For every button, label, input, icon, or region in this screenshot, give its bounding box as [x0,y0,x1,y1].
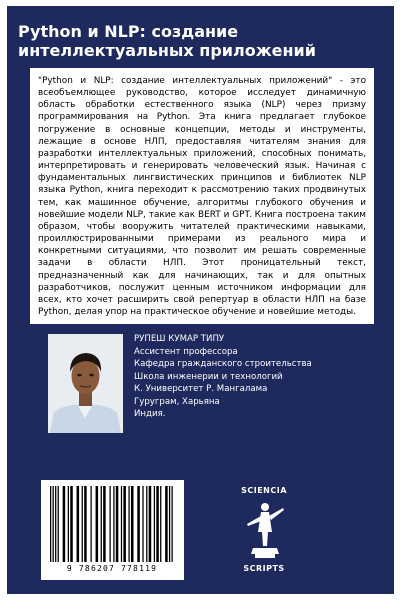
barcode-bar [96,486,99,562]
author-line: Индия. [134,409,166,420]
barcode-bar [137,486,140,562]
barcode-bar [63,486,66,562]
barcode-bar [154,486,155,562]
author-line: Кафедра гражданского строительства [134,359,312,370]
barcode-bar [53,486,54,562]
barcode-bar [55,486,56,562]
barcode-bar [103,486,106,562]
author-name: РУПЕШ КУМАР ТИПУ [134,334,225,344]
author-line: Ассистент профессора [134,347,238,357]
barcode-bar [113,486,114,562]
barcode-bar [123,486,126,562]
logo-text-bottom: SCRIPTS [243,564,285,573]
barcode-bar [142,486,143,562]
barcode-bar [101,486,102,562]
barcode-bar [77,486,80,562]
barcode-bar [68,486,69,562]
author-affiliation [134,346,312,420]
author-line: К. Университет Р. Мангалама [134,384,268,395]
author-photo [48,334,123,433]
logo-text-top: SCIENCIA [241,486,287,495]
barcode-bar [146,486,147,562]
author-line: Гуруграм, Харьяна [134,396,220,407]
barcode-bar [70,486,73,562]
barcode-bar [131,486,134,562]
blurb-text: "Python и NLP: создание интеллектуальных приложений" - это всеобъемлющее руководство, которое исследует динамичную область обработки естественного языка (NLP) через призму программирования на Python. Эта книга предлагает глубокое погружение в основные концепции, методы и инструменты, лежащие в основе НЛП, предоставляя читателям знания для разработки интеллектуальных приложений, способных понимать, интерпретировать и генерировать человеческий язык. Начиная с фундаментальных лингвистических принципов и библиотек NLP языка Python, книга переходит к рассмотрению таких продвинутых тем, как машинное обучение, алгоритмы глубокого обучения и новейшие модели NLP, такие как BERT и GPT. Книга построена таким образом, чтобы вооружить читателей практическими навыками, проиллюстрированными примерами из реального мира и конкретными ситуациями, что позволит им решать современные задачи в области НЛП. Этот проницательный текст, предназначенный как для начинающих, так и для опытных разработчиков, послужит ценным источником информации для всех, кто хочет расширить свой репертуар в области НЛП на базе Python, делая упор на практическое обучение и новейшие методы. [38,76,366,317]
barcode-bar [156,486,159,562]
barcode-bar [169,486,170,562]
barcode-bars [49,486,175,562]
barcode-bar [128,486,129,562]
barcode-bar [149,486,152,562]
barcode-bar [116,486,119,562]
blurb-panel [30,68,374,324]
barcode-digits: 9 786207 778119 [66,564,158,573]
barcode-bar [90,486,91,562]
barcode-bar [84,486,87,562]
barcode-bar [82,486,83,562]
scientist-figure-icon [239,498,289,562]
barcode-bar [50,486,51,562]
book-title: Python и NLP: создание интеллектуальных приложений [18,22,316,60]
barcode-bar [58,486,59,562]
isbn-barcode [41,480,184,580]
author-line: Школа инженерии и технологий [134,371,283,382]
barcode-bar [171,486,172,562]
publisher-logo [225,484,303,580]
author-portrait-image [48,334,123,433]
barcode-bar [165,486,168,562]
barcode-bar [121,486,122,562]
barcode-bar [160,486,161,562]
barcode-bar [109,486,110,562]
